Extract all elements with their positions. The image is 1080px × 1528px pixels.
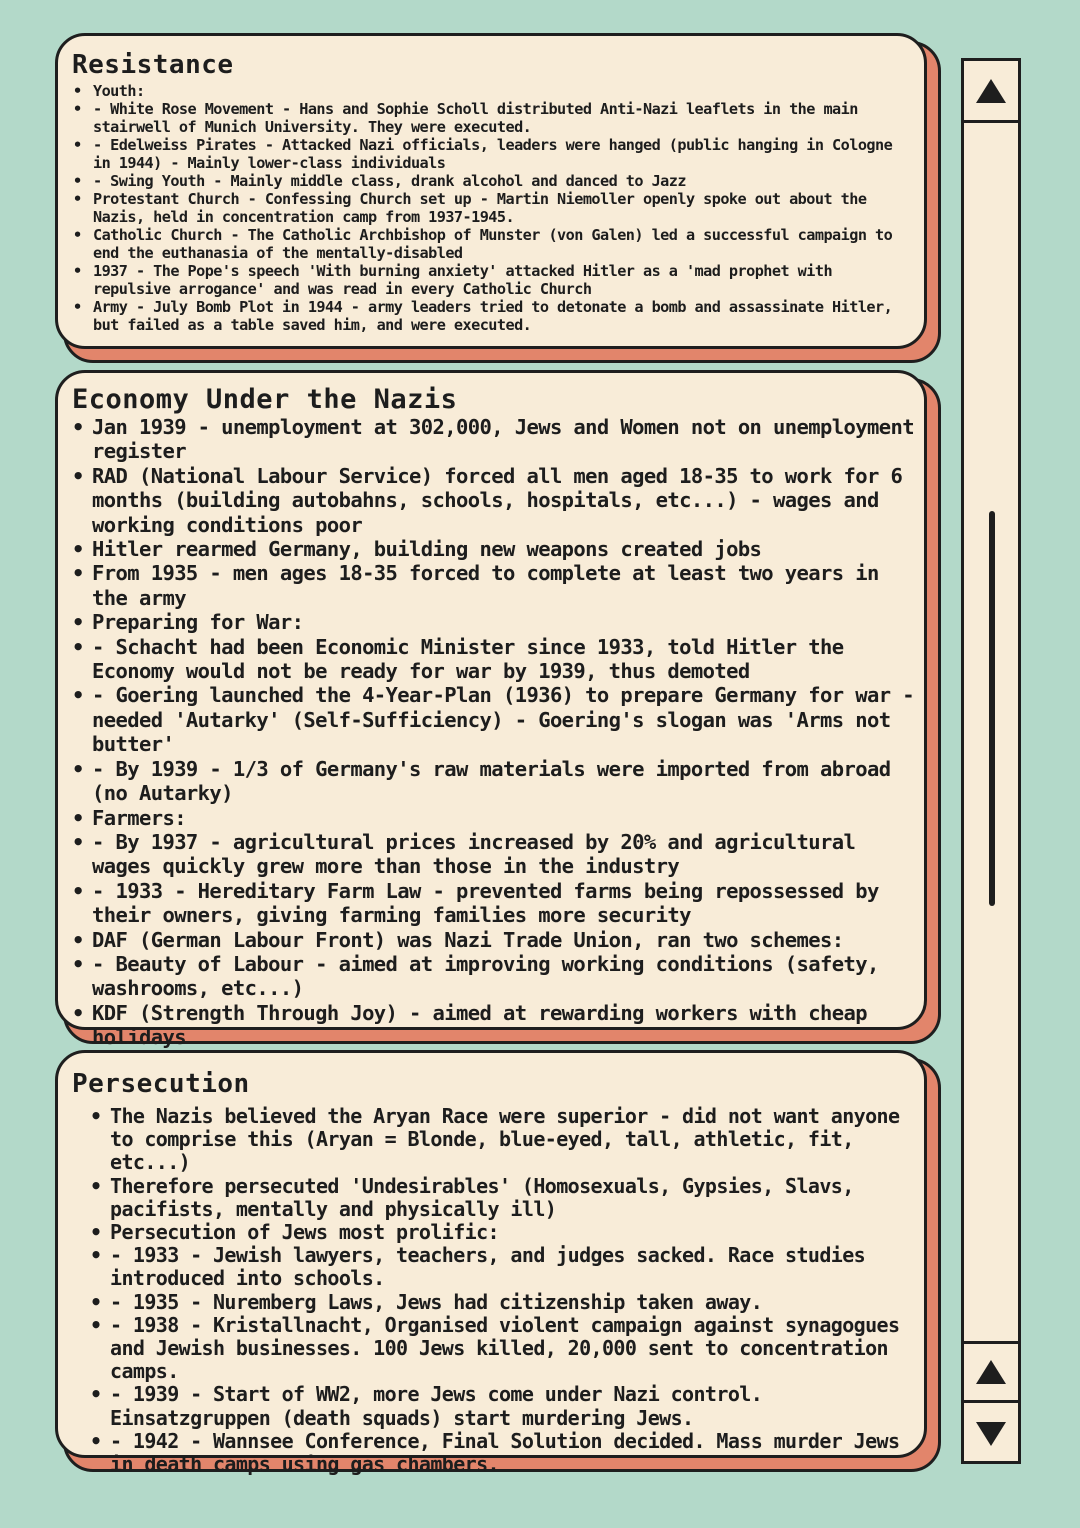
list-item: • Jan 1939 - unemployment at 302,000, Jews and Women not on unemployment register [92,415,916,464]
list-item: • Catholic Church - The Catholic Archbishop of Munster (von Galen) led a successful campaign to end the euthanasia of the mentally-disabled [93,226,912,262]
list-item: • - By 1939 - 1/3 of Germany's raw materials were imported from abroad (no Autarky) [92,757,916,806]
economy-card [55,370,927,1050]
list-item: • Youth: [93,82,912,100]
triangle-up-icon [974,1358,1008,1386]
triangle-down-icon [974,1420,1008,1448]
list-item: • - 1942 - Wannsee Conference, Final Solution decided. Mass murder Jews in death camps using gas chambers. [110,1430,912,1476]
scroll-up-button[interactable] [964,61,1018,123]
list-item: • Farmers: [92,806,916,830]
list-item: • - Schacht had been Economic Minister since 1933, told Hitler the Economy would not be ready for war by 1939, thus demoted [92,635,916,684]
list-item: • - Goering launched the 4-Year-Plan (1936) to prepare Germany for war - needed 'Autarky' (Self-Sufficiency) - Goering's slogan was 'Arms not butter' [92,683,916,756]
list-item: • - 1939 - Start of WW2, more Jews come under Nazi control. Einsatzgruppen (death squads) start murdering Jews. [110,1383,912,1429]
list-item: • - 1938 - Kristallnacht, Organised violent campaign against synagogues and Jewish businesses. 100 Jews killed, 20,000 sent to concentration camps. [110,1314,912,1384]
scrollbar-thumb[interactable] [989,511,995,906]
persecution-title: Persecution [72,1069,250,1099]
list-item: • The Nazis believed the Aryan Race were superior - did not want anyone to comprise this (Aryan = Blonde, blue-eyed, tall, athletic, fit, etc...) [110,1105,912,1175]
resistance-card [55,33,927,349]
economy-title: Economy Under the Nazis [72,384,458,415]
list-item: • - Edelweiss Pirates - Attacked Nazi officials, leaders were hanged (public hanging in Cologne in 1944) - Mainly lower-class individuals [93,136,912,172]
list-item: • - 1933 - Hereditary Farm Law - prevented farms being repossessed by their owners, giving farming families more security [92,879,916,928]
scroll-down-button[interactable] [964,1403,1018,1465]
economy-list [72,415,916,1050]
list-item: • RAD (National Labour Service) forced all men aged 18-35 to work for 6 months (building autobahns, schools, hospitals, etc...) - wages and working conditions poor [92,464,916,537]
list-item: • Protestant Church - Confessing Church set up - Martin Niemoller openly spoke out about the Nazis, held in concentration camp from 1937-1945. [93,190,912,226]
list-item: • Army - July Bomb Plot in 1944 - army leaders tried to detonate a bomb and assassinate Hitler, but failed as a table saved him, and were executed. [93,298,912,334]
resistance-title: Resistance [72,50,234,80]
list-item: • - 1935 - Nuremberg Laws, Jews had citizenship taken away. [110,1291,912,1314]
list-item: • DAF (German Labour Front) was Nazi Trade Union, ran two schemes: [92,928,916,952]
scrollbar[interactable] [961,58,1021,1464]
list-item: • KDF (Strength Through Joy) - aimed at rewarding workers with cheap holidays [92,1001,916,1050]
list-item: • - Beauty of Labour - aimed at improving working conditions (safety, washrooms, etc...) [92,952,916,1001]
list-item: • Persecution of Jews most prolific: [110,1221,912,1244]
persecution-card [55,1050,927,1477]
list-item: • - White Rose Movement - Hans and Sophie Scholl distributed Anti-Nazi leaflets in the main stairwell of Munich University. They were executed. [93,100,912,136]
list-item: • 1937 - The Pope's speech 'With burning anxiety' attacked Hitler as a 'mad prophet with repulsive arrogance' and was read in every Catholic Church [93,262,912,298]
list-item: • Therefore persecuted 'Undesirables' (Homosexuals, Gypsies, Slavs, pacifists, mentally and physically ill) [110,1175,912,1221]
scroll-up-button-bottom[interactable] [964,1341,1018,1403]
list-item: • Preparing for War: [92,610,916,634]
list-item: • - 1933 - Jewish lawyers, teachers, and judges sacked. Race studies introduced into schools. [110,1244,912,1290]
list-item: • - By 1937 - agricultural prices increased by 20% and agricultural wages quickly grew more than those in the industry [92,830,916,879]
triangle-up-icon [974,77,1008,105]
list-item: • From 1935 - men ages 18-35 forced to complete at least two years in the army [92,561,916,610]
list-item: • - Swing Youth - Mainly middle class, drank alcohol and danced to Jazz [93,172,912,190]
resistance-list [72,82,912,334]
persecution-list [72,1105,912,1476]
list-item: • Hitler rearmed Germany, building new weapons created jobs [92,537,916,561]
